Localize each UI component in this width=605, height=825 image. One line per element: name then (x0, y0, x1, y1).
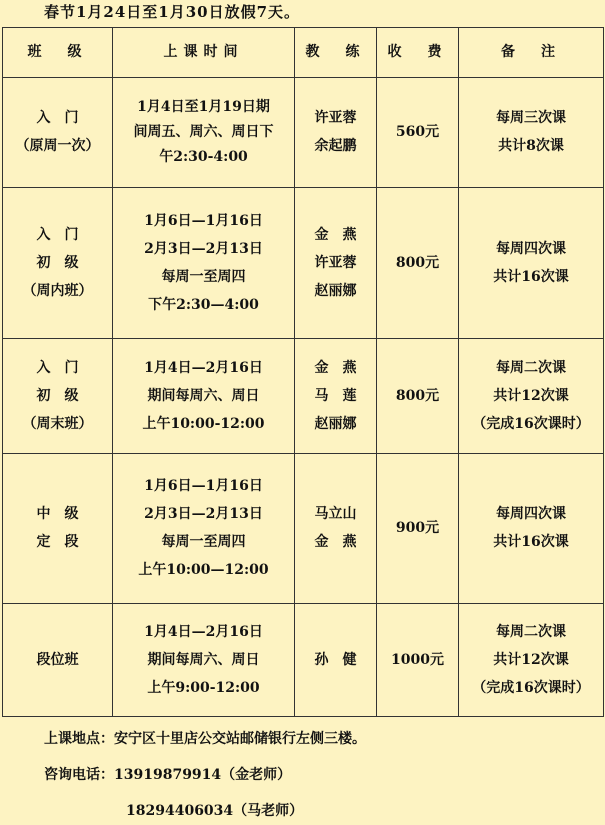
coach-cell (295, 78, 377, 188)
class-line: （周末班） (22, 415, 93, 432)
note-line: 每周三次课 (496, 110, 566, 126)
class-line: 入 门 (36, 359, 79, 376)
class-line: 初 级 (36, 254, 79, 271)
note-line: 每周四次课 (496, 240, 566, 257)
note-line: （完成16次课时） (472, 415, 590, 432)
table-row (3, 188, 604, 339)
class-line: （原周一次） (15, 138, 100, 154)
table-header-row (3, 28, 604, 78)
note-cell (459, 454, 604, 604)
note-line: 每周四次课 (496, 506, 566, 522)
time-line: 1月4日至1月19日期 (137, 99, 270, 115)
header-coach: 教 练 (295, 28, 377, 78)
contact-phone: 咨询电话：13919879914（金老师） (44, 767, 292, 783)
note-cell (459, 604, 604, 717)
note-line: 共计12次课 (493, 387, 569, 404)
note-cell (459, 339, 604, 454)
table-row (3, 339, 604, 454)
coach-cell (295, 339, 377, 454)
class-cell (3, 454, 113, 604)
note-line: 每周二次课 (496, 359, 566, 376)
coach-line: 金 燕 (314, 359, 357, 376)
coach-cell (295, 604, 377, 717)
note-cell (459, 78, 604, 188)
time-cell (113, 454, 295, 604)
location-info: 上课地点：安宁区十里店公交站邮储银行左侧三楼。 (44, 731, 366, 747)
note-line: 每周二次课 (496, 623, 566, 640)
coach-line: 马 莲 (314, 387, 357, 404)
class-line: 段位班 (36, 651, 79, 668)
coach-line: 赵丽娜 (314, 282, 357, 299)
note-line: 共计8次课 (498, 138, 564, 154)
holiday-notice: 春节1月24日至1月30日放假7天。 (44, 3, 301, 21)
time-line: 2月3日—2月13日 (144, 240, 263, 257)
coach-line: 马立山 (314, 506, 357, 522)
class-line: 入 门 (36, 226, 79, 243)
fee-cell: 800元 (377, 339, 459, 454)
time-cell (113, 78, 295, 188)
class-line: 定 段 (36, 534, 79, 550)
time-cell (113, 604, 295, 717)
fee-cell: 900元 (377, 454, 459, 604)
fee-cell: 1000元 (377, 604, 459, 717)
coach-line: 孙 健 (314, 651, 357, 668)
time-line: 上午10:00—12:00 (138, 562, 269, 578)
time-line: 期间每周六、周日 (147, 387, 260, 404)
header-note: 备 注 (459, 28, 604, 78)
note-cell (459, 188, 604, 339)
coach-line: 金 燕 (314, 226, 357, 243)
time-cell (113, 188, 295, 339)
header-time: 上课时间 (113, 28, 295, 78)
coach-line: 金 燕 (314, 534, 357, 550)
time-line: 间周五、周六、周日下 (133, 124, 274, 140)
table-row (3, 604, 604, 717)
time-line: 1月4日—2月16日 (144, 623, 263, 640)
class-line: （周内班） (22, 282, 93, 299)
time-line: 下午2:30—4:00 (148, 296, 259, 313)
coach-cell (295, 454, 377, 604)
time-line: 每周一至周四 (161, 268, 246, 285)
time-cell (113, 339, 295, 454)
time-line: 2月3日—2月13日 (144, 506, 263, 522)
class-cell (3, 188, 113, 339)
coach-cell (295, 188, 377, 339)
class-cell (3, 339, 113, 454)
class-line: 入 门 (36, 110, 79, 126)
note-line: 共计16次课 (493, 534, 569, 550)
coach-line: 余起鹏 (314, 138, 357, 154)
header-class: 班 级 (3, 28, 113, 78)
table-row (3, 454, 604, 604)
time-line: 午2:30-4:00 (159, 149, 248, 165)
class-schedule-table (2, 27, 604, 717)
header-fee: 收 费 (377, 28, 459, 78)
class-cell (3, 78, 113, 188)
fee-cell: 560元 (377, 78, 459, 188)
time-line: 1月6日—1月16日 (144, 478, 263, 494)
table-row (3, 78, 604, 188)
time-line: 期间每周六、周日 (147, 651, 260, 668)
time-line: 上午9:00-12:00 (147, 679, 260, 696)
note-line: 共计16次课 (493, 268, 569, 285)
class-line: 中 级 (36, 506, 79, 522)
fee-cell: 800元 (377, 188, 459, 339)
time-line: 1月4日—2月16日 (144, 359, 263, 376)
time-line: 上午10:00-12:00 (142, 415, 265, 432)
note-line: （完成16次课时） (472, 679, 590, 696)
class-line: 初 级 (36, 387, 79, 404)
coach-line: 许亚蓉 (314, 254, 357, 271)
coach-line: 许亚蓉 (314, 110, 357, 126)
coach-line: 赵丽娜 (314, 415, 357, 432)
time-line: 1月6日—1月16日 (144, 212, 263, 229)
time-line: 每周一至周四 (161, 534, 246, 550)
contact-phone-secondary: 18294406034（马老师） (126, 803, 304, 819)
note-line: 共计12次课 (493, 651, 569, 668)
class-cell (3, 604, 113, 717)
